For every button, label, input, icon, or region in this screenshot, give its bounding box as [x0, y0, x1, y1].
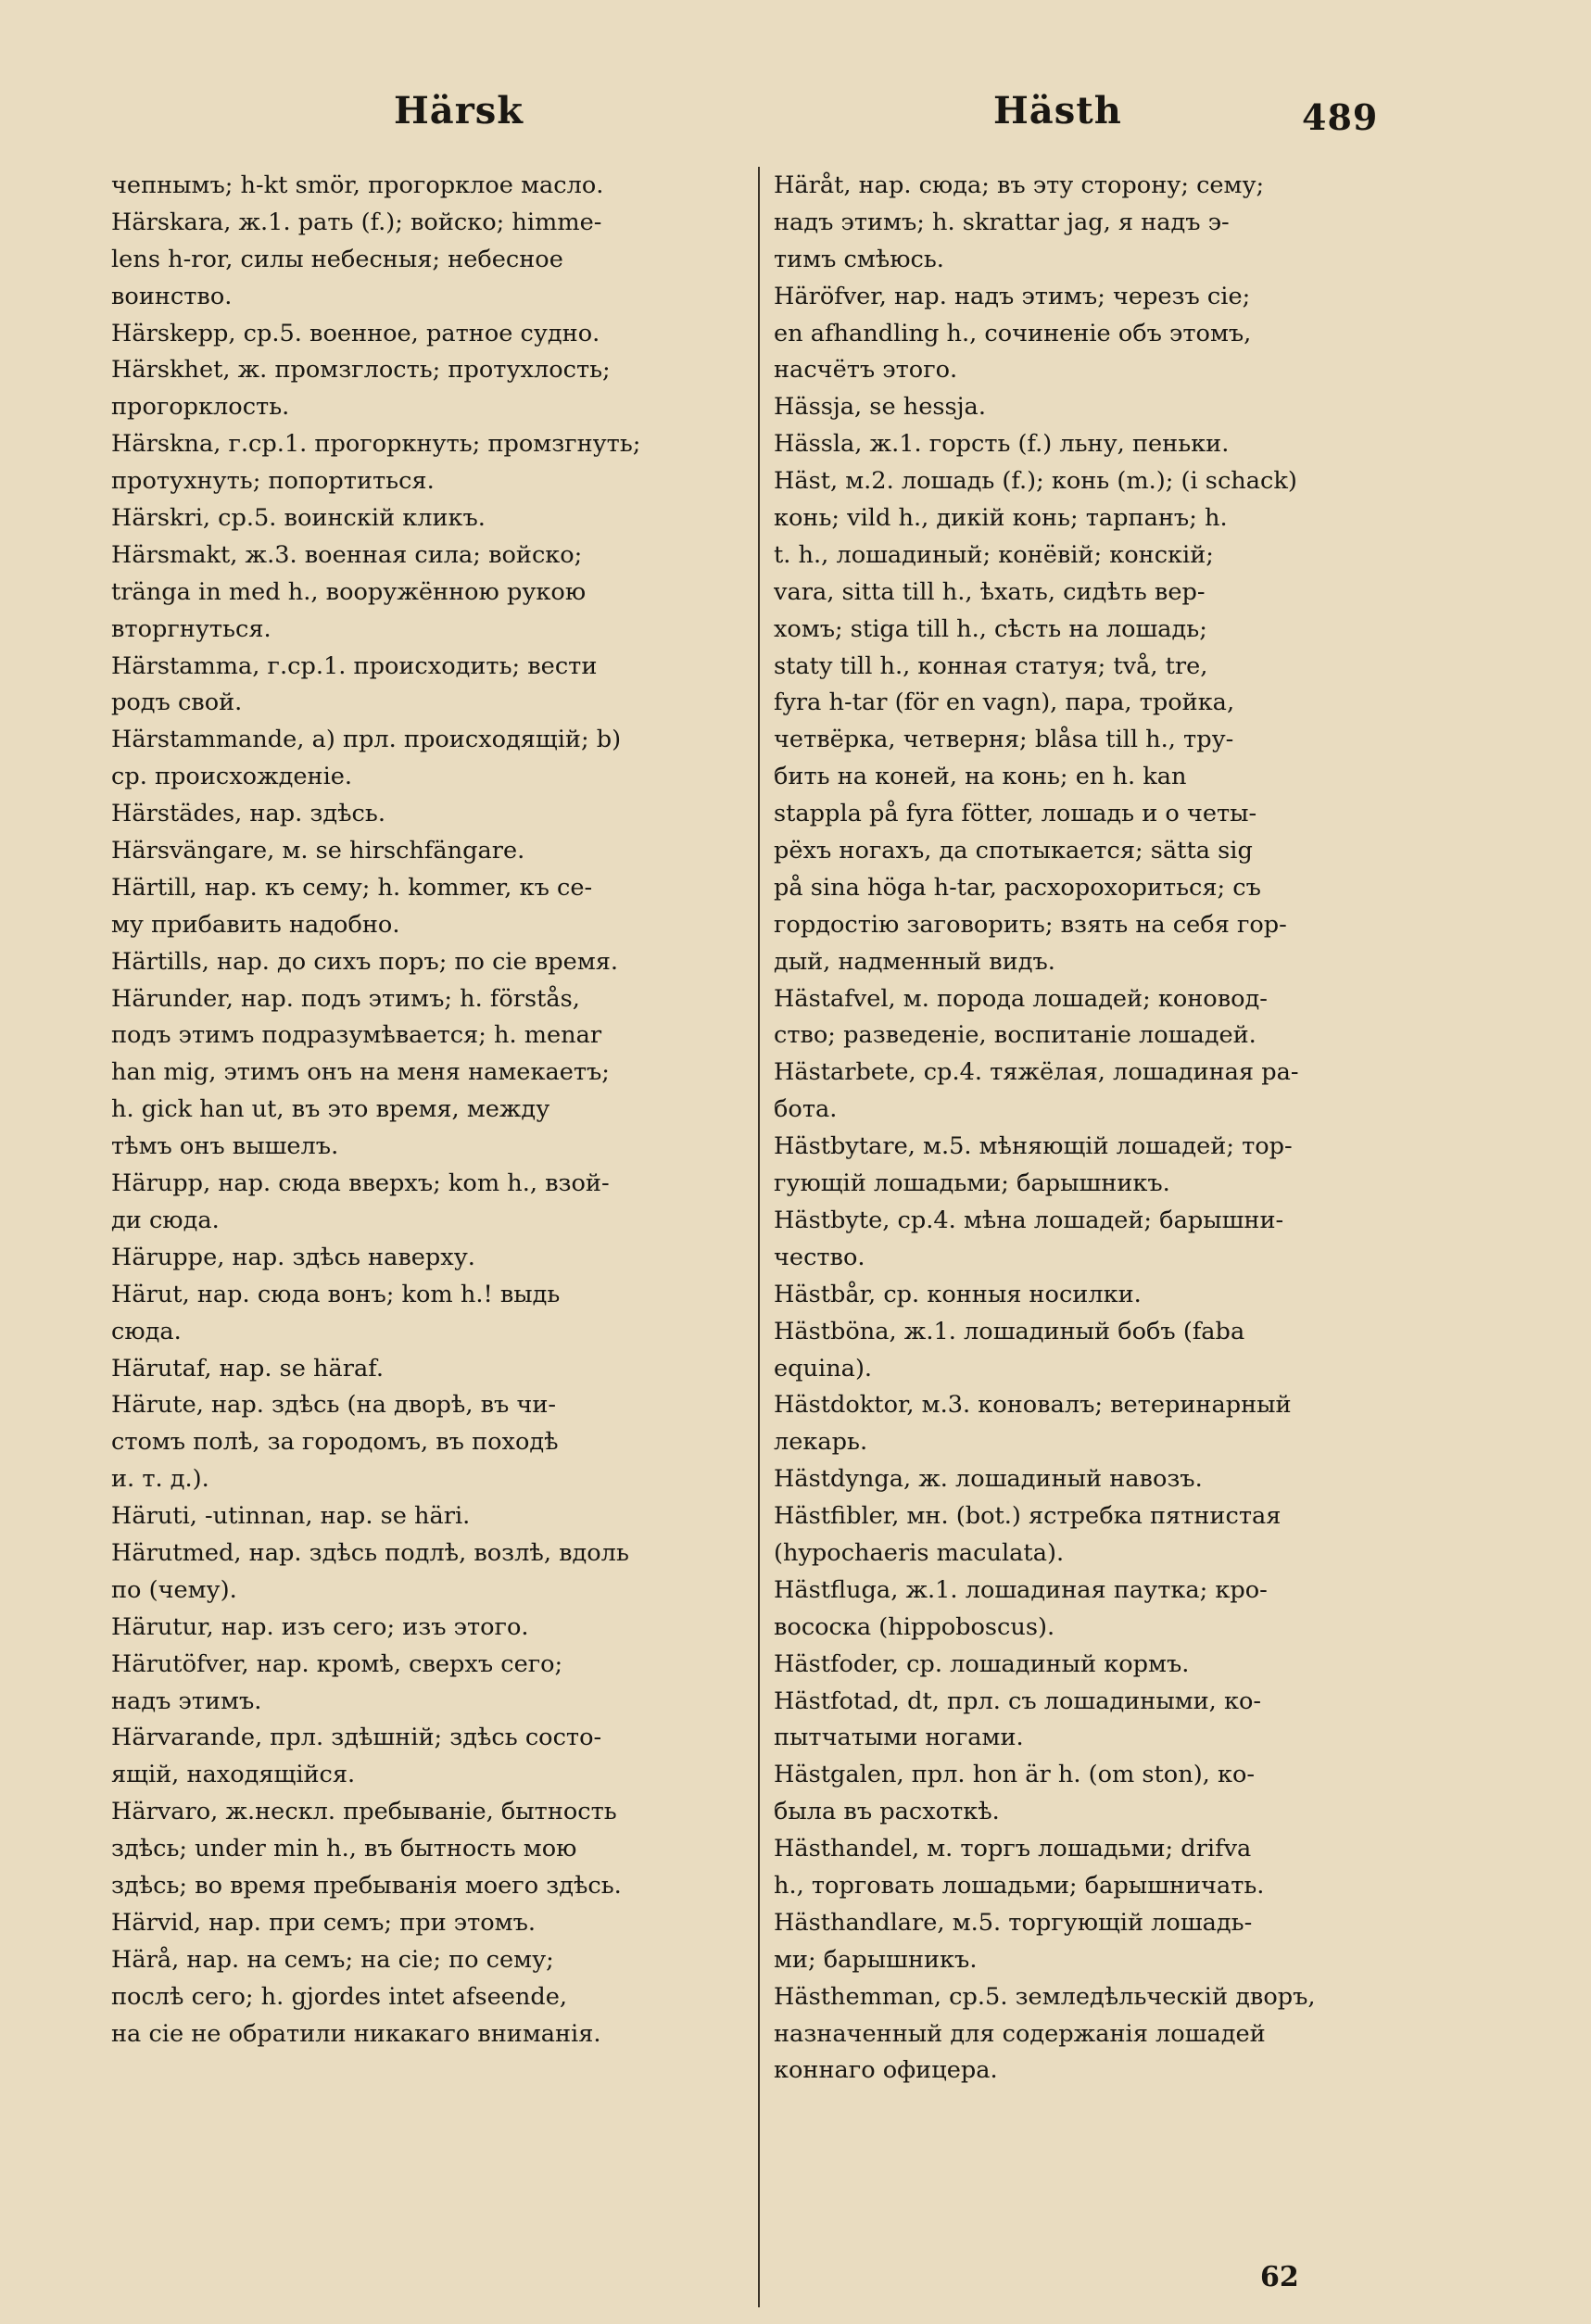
left-column: [111, 168, 751, 2052]
running-head-right: Hästh: [993, 89, 1122, 133]
text-line: Hästgalen, прл. hon är h. (om ston), ко-: [774, 1761, 1256, 1789]
text-line: родъ свой.: [111, 688, 243, 717]
text-line: лекарь.: [774, 1428, 868, 1457]
text-line: Hästafvel, м. порода лошадей; коновод-: [774, 984, 1268, 1013]
text-line: послѣ сего; h. gjordes intet afseende,: [111, 1982, 568, 2011]
text-line: по (чему).: [111, 1575, 237, 1604]
text-line: надъ этимъ; h. skrattar jag, я надъ э-: [774, 208, 1230, 236]
text-line: Härskri, ср.5. воинскій кликъ.: [111, 504, 486, 533]
signature-number: 62: [1260, 2261, 1299, 2293]
text-line: Härupp, нар. сюда вверхъ; kom h., взой-: [111, 1169, 610, 1198]
right-column: [774, 168, 1406, 2090]
text-line: здѣсь; under min h., въ бытность мою: [111, 1835, 577, 1863]
running-head-left: Härsk: [394, 89, 524, 133]
text-line: Härutöfver, нар. кромѣ, сверхъ сего;: [111, 1649, 563, 1678]
text-line: бить на коней, на конь; en h. kan: [774, 763, 1187, 791]
text-line: ми; барышникъ.: [774, 1945, 978, 1974]
text-line: стомъ полѣ, за городомъ, въ походѣ: [111, 1428, 559, 1457]
text-line: гующій лошадьми; барышникъ.: [774, 1169, 1170, 1198]
text-line: Hästfibler, мн. (bot.) ястребка пятнистая: [774, 1502, 1282, 1531]
text-line: бота.: [774, 1095, 838, 1124]
text-line: хомъ; stiga till h., сѣсть на лошадь;: [774, 614, 1207, 643]
text-line: коннаго офицера.: [774, 2056, 998, 2085]
text-line: Härskna, г.ср.1. прогоркнуть; промзгнуть;: [111, 430, 641, 459]
text-line: Härskara, ж.1. рать (f.); войско; himme-: [111, 208, 602, 236]
text-line: Härutur, нар. изъ сего; изъ этого.: [111, 1612, 529, 1641]
text-line: Hässja, se hessja.: [774, 393, 986, 422]
text-line: Hästböna, ж.1. лошадиный бобъ (faba: [774, 1317, 1245, 1345]
text-line: Hästfotad, dt, прл. съ лошадиными, ко-: [774, 1686, 1261, 1715]
text-line: equina).: [774, 1354, 873, 1383]
text-line: чепнымъ; h-kt smör, прогорклое масло.: [111, 171, 604, 199]
text-line: вторгнуться.: [111, 614, 271, 643]
text-line: Härsmakt, ж.3. военная сила; войско;: [111, 540, 583, 569]
text-line: Härskhet, ж. промзглость; протухлость;: [111, 356, 611, 385]
text-line: дый, надменный видъ.: [774, 947, 1055, 976]
text-line: Härstädes, нар. здѣсь.: [111, 800, 385, 828]
text-line: Hästhandlare, м.5. торгующій лошадь-: [774, 1908, 1253, 1937]
text-line: тѣмъ онъ вышелъ.: [111, 1132, 339, 1161]
text-line: tränga in med h., вооружённою рукою: [111, 577, 587, 606]
text-line: на сіе не обратили никакаго вниманія.: [111, 2019, 601, 2048]
text-line: h. gick han ut, въ это время, между: [111, 1095, 550, 1124]
text-line: воинство.: [111, 282, 233, 310]
text-line: была въ расхоткѣ.: [774, 1798, 1000, 1826]
text-line: en afhandling h., сочиненіе объ этомъ,: [774, 319, 1252, 347]
text-line: Hästarbete, ср.4. тяжёлая, лошадиная ра-: [774, 1058, 1299, 1087]
text-line: vara, sitta till h., ѣхать, сидѣть вер-: [774, 577, 1206, 606]
text-line: Hästfoder, ср. лошадиный кормъ.: [774, 1649, 1190, 1678]
text-line: Häråt, нар. сюда; въ эту сторону; сему;: [774, 171, 1265, 199]
text-line: Hästdoktor, м.3. коновалъ; ветеринарный: [774, 1391, 1292, 1420]
text-line: h., торговать лошадьми; барышничать.: [774, 1871, 1265, 1900]
text-line: назначенный для содержанія лошадей: [774, 2019, 1266, 2048]
text-line: fyra h-tar (för en vagn), пара, тройка,: [774, 688, 1235, 717]
text-line: вососка (hippoboscus).: [774, 1612, 1055, 1641]
text-line: Hästbyte, ср.4. мѣна лошадей; барышни-: [774, 1206, 1284, 1234]
text-line: Härvid, нар. при семъ; при этомъ.: [111, 1908, 537, 1937]
text-line: надъ этимъ.: [111, 1686, 262, 1715]
text-line: Hästhemman, ср.5. земледѣльческій дворъ,: [774, 1982, 1316, 2011]
text-line: чество.: [774, 1243, 865, 1271]
text-line: Hästdynga, ж. лошадиный навозъ.: [774, 1465, 1203, 1494]
text-line: Härå, нар. на семъ; на сіе; по сему;: [111, 1945, 554, 1974]
text-line: ство; разведеніе, воспитаніе лошадей.: [774, 1021, 1256, 1050]
text-line: тимъ смѣюсь.: [774, 245, 944, 273]
text-line: прогорклость.: [111, 393, 290, 422]
text-line: Härvaro, ж.нескл. пребываніе, бытность: [111, 1798, 617, 1826]
column-divider: [758, 167, 760, 2307]
text-line: Härut, нар. сюда вонъ; kom h.! выдь: [111, 1280, 561, 1308]
text-line: Härute, нар. здѣсь (на дворѣ, въ чи-: [111, 1391, 557, 1420]
page-number: 489: [1302, 96, 1379, 138]
text-line: Härskepp, ср.5. военное, ратное судно.: [111, 319, 600, 347]
text-line: staty till h., конная статуя; två, tre,: [774, 651, 1208, 680]
text-line: lens h-ror, силы небесныя; небесное: [111, 245, 563, 273]
text-line: Härvarande, прл. здѣшній; здѣсь состо-: [111, 1724, 602, 1752]
text-line: Häruti, -utinnan, нар. se häri.: [111, 1502, 471, 1531]
text-line: Häruppe, нар. здѣсь наверху.: [111, 1243, 475, 1271]
text-line: Härstamma, г.ср.1. происходить; вести: [111, 651, 598, 680]
text-line: здѣсь; во время пребыванія моего здѣсь.: [111, 1871, 622, 1900]
text-line: ди сюда.: [111, 1206, 220, 1234]
text-line: Häröfver, нар. надъ этимъ; черезъ сіе;: [774, 282, 1251, 310]
text-line: Härtill, нар. къ сему; h. kommer, къ се-: [111, 873, 593, 902]
text-line: протухнуть; попортиться.: [111, 467, 435, 496]
text-line: конь; vild h., дикій конь; тарпанъ; h.: [774, 504, 1228, 533]
text-line: четвёрка, четверня; blåsa till h., тру-: [774, 726, 1234, 754]
text-line: Härutaf, нар. se häraf.: [111, 1354, 384, 1383]
text-line: му прибавить надобно.: [111, 910, 400, 939]
text-line: Härsvängare, м. se hirschfängare.: [111, 837, 525, 865]
text-line: Härtills, нар. до сихъ поръ; по сіе время.: [111, 947, 619, 976]
text-line: ящій, находящійся.: [111, 1761, 356, 1789]
text-line: пытчатыми ногами.: [774, 1724, 1024, 1752]
text-line: Härstammande, a) прл. происходящій; b): [111, 726, 622, 754]
text-line: stappla på fyra fötter, лошадь и о четы-: [774, 800, 1257, 828]
text-line: Hästbår, ср. конныя носилки.: [774, 1280, 1142, 1308]
text-line: рёхъ ногахъ, да спотыкается; sätta sig: [774, 837, 1253, 865]
text-line: Hästhandel, м. торгъ лошадьми; drifva: [774, 1835, 1252, 1863]
text-line: насчётъ этого.: [774, 356, 958, 385]
text-line: på sina höga h-tar, расхорохориться; съ: [774, 873, 1261, 902]
text-line: Härutmed, нар. здѣсь подлѣ, возлѣ, вдоль: [111, 1538, 629, 1567]
text-line: Hästfluga, ж.1. лошадиная паутка; кро-: [774, 1575, 1268, 1604]
text-line: Härunder, нар. подъ этимъ; h. förstås,: [111, 984, 580, 1013]
text-line: Hästbytare, м.5. мѣняющій лошадей; тор-: [774, 1132, 1293, 1161]
text-line: сюда.: [111, 1317, 182, 1345]
text-line: (hypochaeris maculata).: [774, 1538, 1065, 1567]
text-line: Häst, м.2. лошадь (f.); конь (m.); (i schack): [774, 467, 1297, 496]
text-line: Hässla, ж.1. горсть (f.) льну, пеньки.: [774, 430, 1230, 459]
text-line: t. h., лошадиный; конёвій; конскій;: [774, 540, 1214, 569]
text-line: подъ этимъ подразумѣвается; h. menar: [111, 1021, 602, 1050]
text-line: han mig, этимъ онъ на меня намекаетъ;: [111, 1058, 610, 1087]
text-line: гордостію заговорить; взять на себя гор-: [774, 910, 1287, 939]
text-line: ср. происхожденіе.: [111, 763, 353, 791]
text-line: и. т. д.).: [111, 1465, 209, 1494]
